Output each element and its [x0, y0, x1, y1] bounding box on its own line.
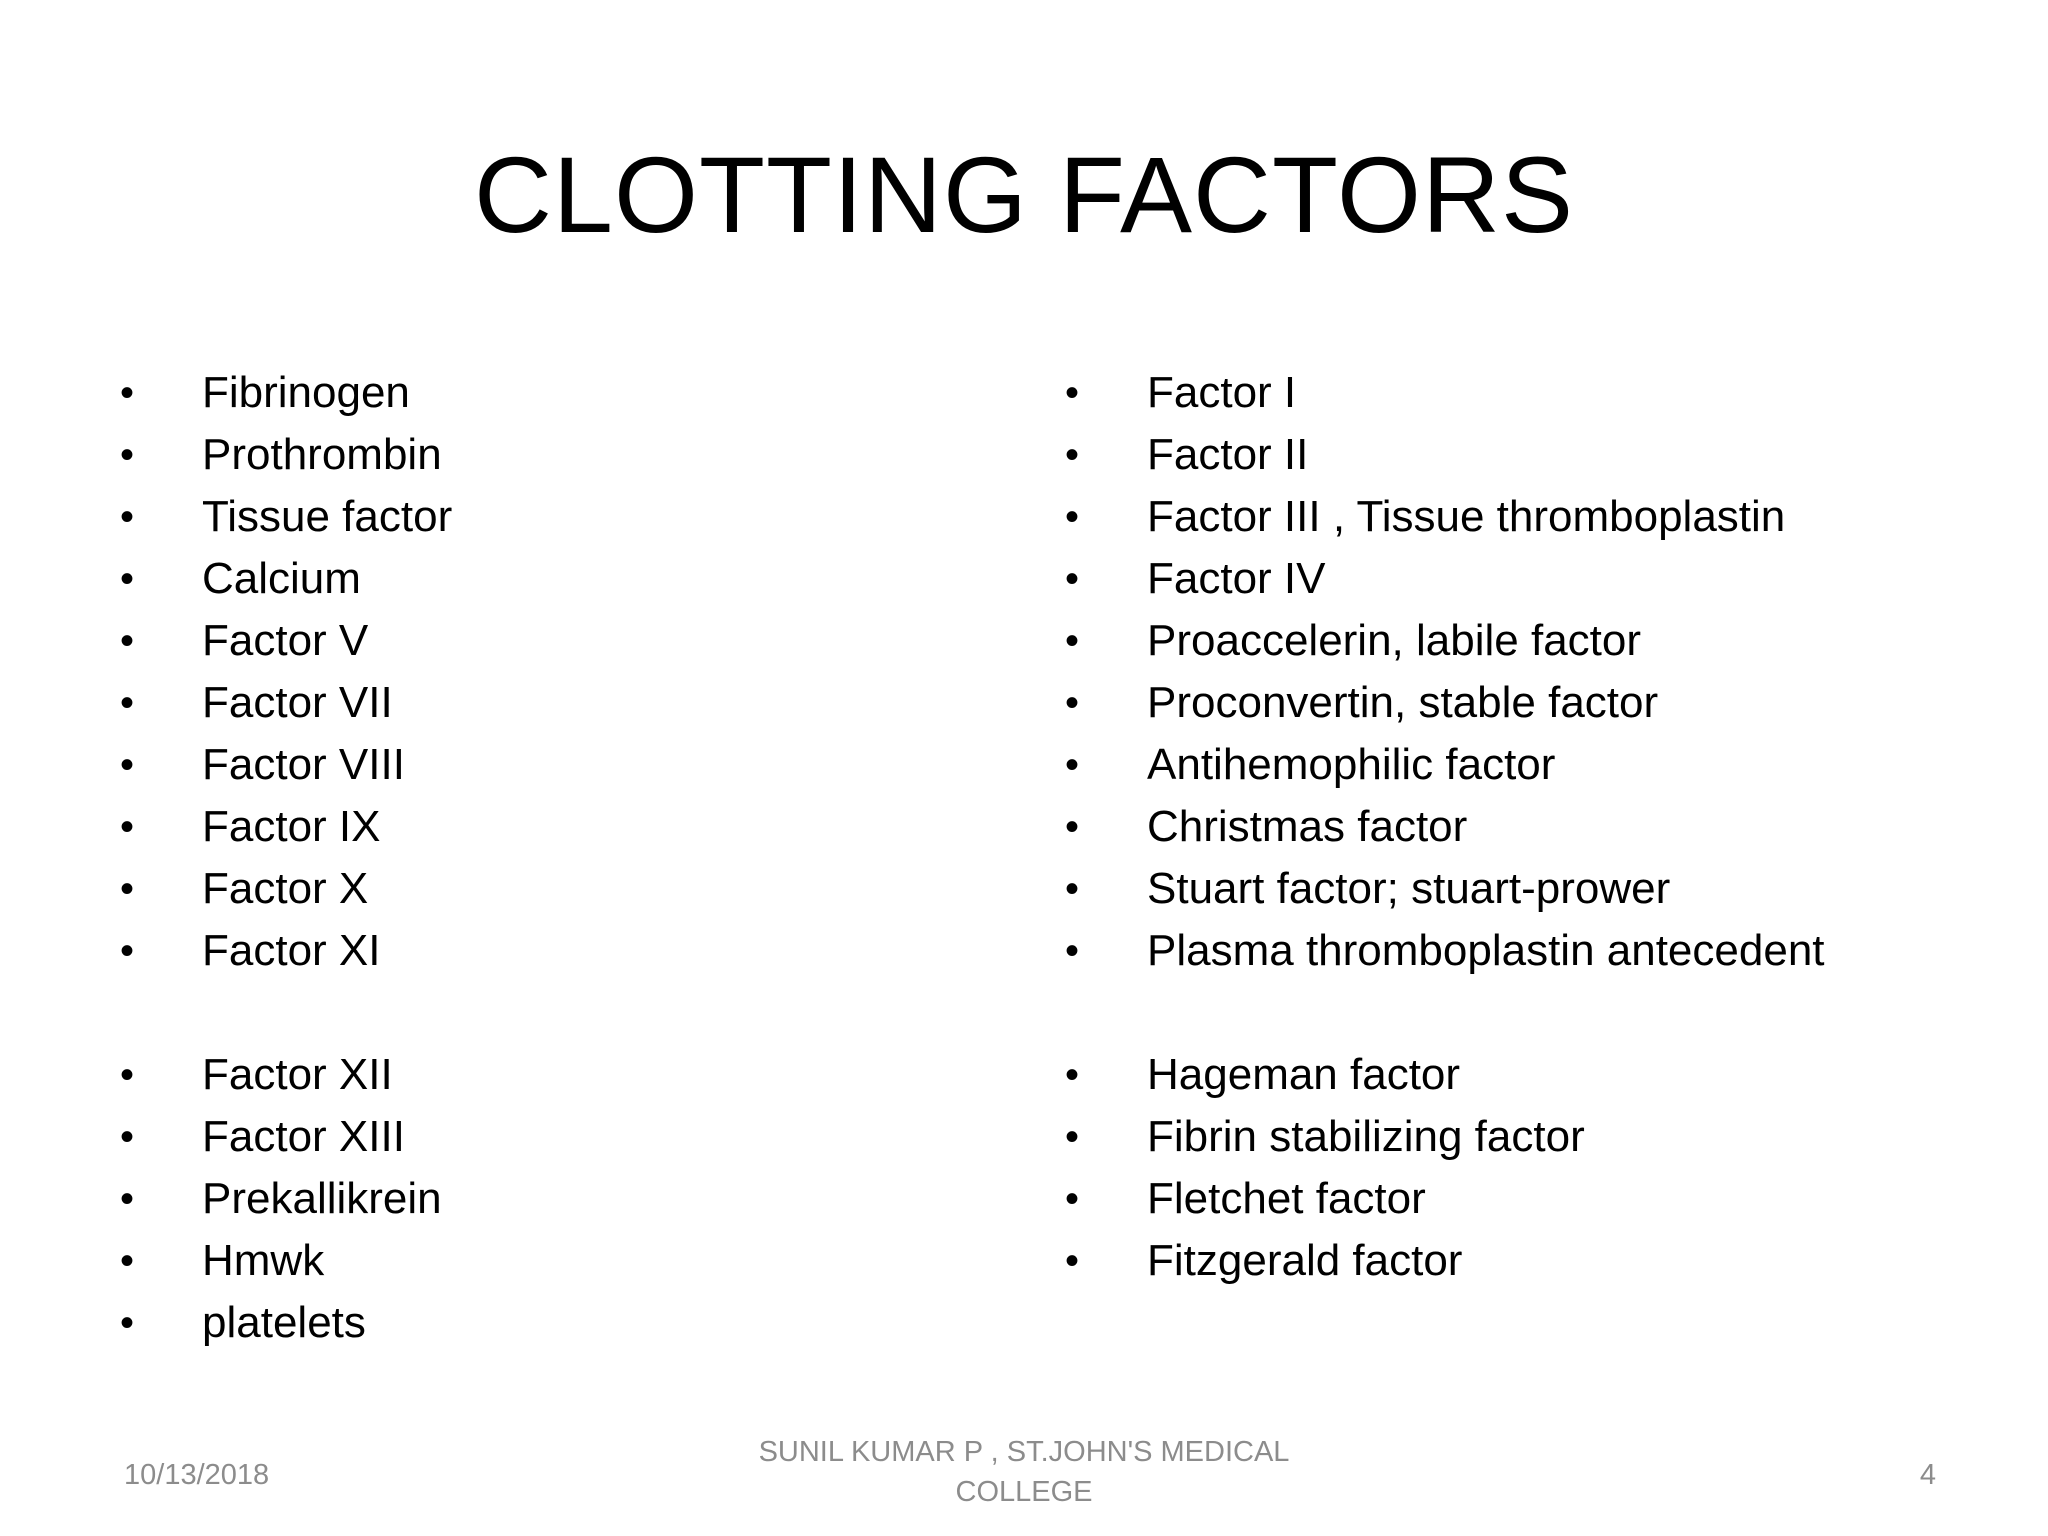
list-item — [1065, 1044, 2025, 1106]
list-item-text: Factor V — [202, 616, 369, 665]
bullet-icon: • — [120, 681, 135, 725]
list-item — [120, 1168, 1020, 1230]
list-item — [120, 486, 1020, 548]
list-item — [1065, 486, 2025, 548]
footer-author-line: SUNIL KUMAR P , ST.JOHN'S MEDICAL — [758, 1436, 1290, 1468]
bullet-icon: • — [120, 495, 135, 539]
bullet-icon: • — [1065, 557, 1080, 601]
left-bullet-list — [120, 362, 1020, 1354]
bullet-icon: • — [120, 1301, 135, 1345]
footer-date: 10/13/2018 — [124, 1459, 270, 1491]
list-item — [1065, 796, 2025, 858]
bullet-icon: • — [1065, 495, 1080, 539]
list-item-text: Factor IV — [1147, 554, 1326, 603]
bullet-icon: • — [1065, 1053, 1080, 1097]
list-item — [1065, 858, 2025, 920]
list-item — [1065, 672, 2025, 734]
list-item-text: Fletchet factor — [1147, 1174, 1426, 1223]
list-item-text: Hmwk — [202, 1236, 325, 1285]
list-item-text: Factor VII — [202, 678, 393, 727]
list-item-text: Calcium — [202, 554, 361, 603]
bullet-icon: • — [1065, 371, 1080, 415]
bullet-icon: • — [1065, 1177, 1080, 1221]
list-item — [120, 1044, 1020, 1106]
list-item-text: Tissue factor — [202, 492, 453, 541]
list-item-text: Prekallikrein — [202, 1174, 442, 1223]
bullet-icon: • — [120, 1239, 135, 1283]
list-item-text: Fitzgerald factor — [1147, 1236, 1463, 1285]
list-item-text: Factor III , Tissue thromboplastin — [1147, 492, 1786, 541]
list-item-text: Fibrin stabilizing factor — [1147, 1112, 1585, 1161]
slide-title: CLOTTING FACTORS — [473, 134, 1575, 255]
bullet-icon: • — [120, 1177, 135, 1221]
bullet-icon: • — [120, 1053, 135, 1097]
list-item — [1065, 1230, 2025, 1292]
list-item — [120, 548, 1020, 610]
list-item-text: Fibrinogen — [202, 368, 410, 417]
list-item-text: Plasma thromboplastin antecedent — [1147, 926, 1825, 975]
list-item-text: Factor VIII — [202, 740, 405, 789]
list-item — [1065, 610, 2025, 672]
bullet-icon: • — [120, 371, 135, 415]
right-bullet-list — [1065, 362, 2025, 1292]
list-item — [1065, 362, 2025, 424]
list-item-text: Factor XIII — [202, 1112, 405, 1161]
bullet-icon: • — [1065, 867, 1080, 911]
list-item — [1065, 1168, 2025, 1230]
list-item — [120, 672, 1020, 734]
list-item-text: Factor XII — [202, 1050, 393, 1099]
list-item — [120, 610, 1020, 672]
bullet-icon: • — [120, 867, 135, 911]
list-item — [120, 1292, 1020, 1354]
page-number: 4 — [1919, 1459, 1936, 1491]
bullet-icon: • — [120, 743, 135, 787]
footer-author — [724, 1432, 1324, 1512]
bullet-icon: • — [120, 619, 135, 663]
bullet-icon: • — [1065, 1115, 1080, 1159]
list-item-text: Christmas factor — [1147, 802, 1468, 851]
list-item — [120, 1106, 1020, 1168]
list-item-text: Factor I — [1147, 368, 1297, 417]
list-item-text: Antihemophilic factor — [1147, 740, 1556, 789]
list-item — [120, 858, 1020, 920]
list-item — [120, 362, 1020, 424]
list-item-text: Stuart factor; stuart-prower — [1147, 864, 1671, 913]
list-item — [120, 1230, 1020, 1292]
list-item — [1065, 734, 2025, 796]
bullet-icon: • — [1065, 681, 1080, 725]
bullet-icon: • — [120, 557, 135, 601]
list-item-text: Factor IX — [202, 802, 381, 851]
bullet-icon: • — [1065, 929, 1080, 973]
list-item — [120, 920, 1020, 982]
list-item — [1065, 548, 2025, 610]
list-item — [1065, 1106, 2025, 1168]
list-item-text: platelets — [202, 1298, 366, 1347]
footer-author-line: COLLEGE — [955, 1476, 1093, 1508]
list-item-text: Hageman factor — [1147, 1050, 1461, 1099]
bullet-icon: • — [120, 929, 135, 973]
bullet-icon: • — [1065, 805, 1080, 849]
list-item-text: Prothrombin — [202, 430, 442, 479]
list-item — [120, 424, 1020, 486]
bullet-icon: • — [120, 805, 135, 849]
bullet-icon: • — [1065, 1239, 1080, 1283]
list-item — [120, 796, 1020, 858]
bullet-icon: • — [120, 433, 135, 477]
list-item — [1065, 920, 2025, 982]
bullet-icon: • — [1065, 619, 1080, 663]
list-item-text: Factor X — [202, 864, 369, 913]
list-item-text: Proaccelerin, labile factor — [1147, 616, 1642, 665]
list-item — [1065, 424, 2025, 486]
bullet-icon: • — [1065, 433, 1080, 477]
list-item — [120, 734, 1020, 796]
list-item-text: Factor XI — [202, 926, 381, 975]
bullet-icon: • — [120, 1115, 135, 1159]
list-item-text: Proconvertin, stable factor — [1147, 678, 1659, 727]
bullet-icon: • — [1065, 743, 1080, 787]
list-item-text: Factor II — [1147, 430, 1309, 479]
